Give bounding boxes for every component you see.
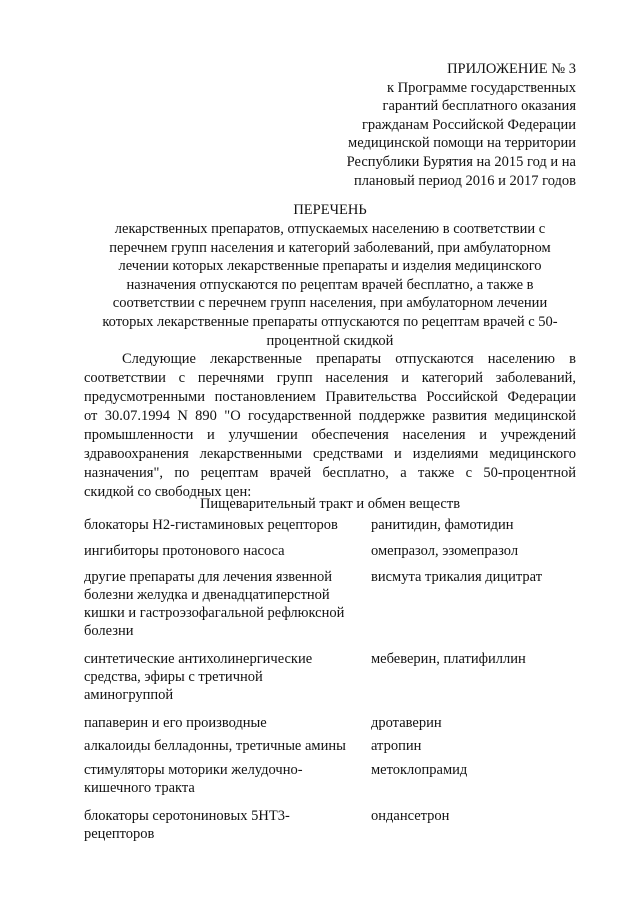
- drug-group: [84, 714, 354, 732]
- drug-group-line: аминогруппой: [84, 687, 174, 703]
- subtitle-line: которых лекарственные препараты отпускаются по рецептам врачей с 50-: [102, 313, 558, 330]
- drug-group-line: блокаторы Н2-гистаминовых рецепторов: [84, 517, 338, 533]
- drug-group-line: стимуляторы моторики желудочно-: [84, 762, 303, 778]
- drug-group: [84, 568, 354, 640]
- table-row: [84, 650, 584, 704]
- drug-name: мебеверин, платифиллин: [371, 651, 526, 667]
- drug-group-line: рецепторов: [84, 826, 155, 842]
- drug-group-line: синтетические антихолинергические: [84, 651, 313, 667]
- drug-name: омепразол, эзомепразол: [371, 543, 519, 559]
- document-subtitle: [80, 220, 580, 350]
- drug-group: [84, 807, 354, 843]
- drug-name: дротаверин: [371, 715, 442, 731]
- table-row: [84, 737, 584, 755]
- appendix-line: к Программе государственных: [386, 79, 576, 96]
- drug-table: [84, 516, 584, 843]
- subtitle-line: лекарственных препаратов, отпускаемых населению в соответствии с: [114, 221, 546, 237]
- drug-name: атропин: [371, 738, 422, 754]
- drug-group-line: кишки и гастроэзофагальной рефлюксной: [84, 605, 345, 621]
- appendix-line: плановый период 2016 и 2017 годов: [354, 172, 576, 189]
- table-row: [84, 516, 584, 536]
- drug-group: [84, 737, 354, 755]
- drug-group-line: кишечного тракта: [84, 780, 195, 796]
- drug-group-line: другие препараты для лечения язвенной: [84, 569, 332, 585]
- table-row: [84, 714, 584, 732]
- appendix-header: [256, 60, 576, 190]
- subtitle-line: процентной скидкой: [266, 332, 394, 349]
- drug-group: [84, 650, 354, 704]
- drug-group-line: алкалоиды белладонны, третичные амины: [84, 738, 346, 754]
- paragraph-line: от 30.07.1994 N 890 "О государственной поддержке развития медицинской: [84, 408, 576, 424]
- drug-name: ондансетрон: [371, 808, 450, 824]
- table-row: [84, 807, 584, 843]
- section-title: Пищеварительный тракт и обмен веществ: [199, 496, 461, 512]
- drug-group-line: папаверин и его производные: [84, 715, 267, 731]
- appendix-line: гарантий бесплатного оказания: [382, 98, 576, 115]
- drug-group: [84, 761, 354, 797]
- drug-group-line: болезни желудка и двенадцатиперстной: [84, 587, 330, 603]
- drug-name: метоклопрамид: [371, 762, 468, 778]
- appendix-line: медицинской помощи на территории: [348, 135, 576, 152]
- paragraph-line: назначения", по рецептам врачей бесплатно, а также с 50-процентной: [84, 465, 576, 481]
- subtitle-line: назначения отпускаются по рецептам врачей бесплатно, а также в: [126, 276, 534, 293]
- paragraph-line: промышленности и улучшении обеспечения населения и учреждений: [84, 427, 576, 443]
- document-title: ПЕРЕЧЕНЬ: [293, 202, 367, 218]
- subtitle-line: перечнем групп населения и категорий заболеваний, при амбулаторном: [109, 239, 551, 256]
- drug-group-line: блокаторы серотониновых 5НТ3-: [84, 808, 290, 824]
- table-row: [84, 542, 584, 568]
- drug-group-line: средства, эфиры с третичной: [84, 669, 263, 685]
- paragraph-line: соответствии с перечнями групп населения и категорий заболеваний,: [84, 370, 576, 386]
- intro-paragraph: [84, 350, 576, 502]
- table-row: [84, 568, 584, 640]
- table-row: [84, 761, 584, 797]
- subtitle-line: лечении которых лекарственные препараты и изделия медицинского: [118, 258, 542, 275]
- drug-name: ранитидин, фамотидин: [371, 517, 514, 533]
- subtitle-line: соответствии с перечнем групп населения, при амбулаторном лечении: [112, 295, 548, 312]
- drug-group: [84, 542, 354, 560]
- paragraph-line: скидкой со свободных цен:: [84, 484, 252, 500]
- appendix-line: гражданам Российской Федерации: [361, 116, 576, 133]
- paragraph-line: Следующие лекарственные препараты отпускаются населению в: [122, 351, 576, 367]
- paragraph-line: предусмотренными постановлением Правительства Российской Федерации: [84, 389, 576, 405]
- appendix-line: Республики Бурятия на 2015 год и на: [346, 153, 576, 170]
- drug-group-line: ингибиторы протонового насоса: [84, 543, 285, 559]
- appendix-line: ПРИЛОЖЕНИЕ № 3: [447, 61, 576, 77]
- drug-name: висмута трикалия дицитрат: [371, 569, 543, 585]
- drug-group-line: болезни: [84, 623, 134, 639]
- paragraph-line: здравоохранения лекарственными средствами и изделиями медицинского: [84, 446, 576, 462]
- drug-group: [84, 516, 354, 534]
